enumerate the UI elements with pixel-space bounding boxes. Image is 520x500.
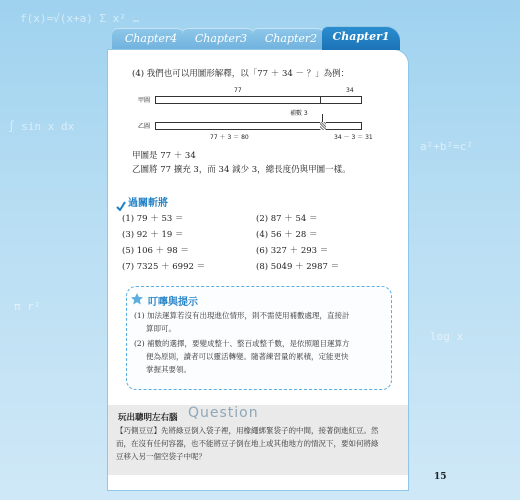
practice-icon: [116, 196, 126, 206]
explanation-line-2: 乙圖將 77 擴充 3，而 34 減少 3，總長度仍與甲圖一樣。: [132, 165, 351, 175]
fill-segment: [320, 122, 326, 130]
fill-note: 補數 3: [290, 110, 308, 117]
tip-line-4: 便為原則，讀者可以靈活轉變。隨著練習量的累積，定能更快: [146, 352, 349, 361]
tip-line-1: (1) 加法運算若沒有出現進位情形，則不需使用補數處理，直接計: [134, 311, 350, 320]
exercise-2: (2) 87 ＋ 54 ＝: [256, 214, 318, 224]
exercise-3: (3) 92 ＋ 19 ＝: [122, 230, 184, 240]
segment-2-label: 34 － 3 ＝ 31: [334, 134, 373, 141]
question-title: 玩出聰明左右腦: [118, 413, 178, 423]
background-decoration: ∫ sin x dx: [8, 120, 75, 133]
exercise-8: (8) 5049 ＋ 2987 ＝: [256, 262, 340, 272]
bar-b: [155, 122, 362, 130]
question-line-3: 豆移入另一個空袋子中呢？: [116, 452, 206, 461]
tab-chapter3[interactable]: Chapter3: [182, 28, 260, 50]
exercise-6: (6) 327 ＋ 293 ＝: [256, 246, 329, 256]
exercise-7: (7) 7325 ＋ 6992 ＝: [122, 262, 206, 272]
background-decoration: a²+b²=c²: [420, 140, 473, 153]
exercise-1: (1) 79 ＋ 53 ＝: [122, 214, 184, 224]
tab-chapter2[interactable]: Chapter2: [252, 28, 330, 50]
explanation-line-1: 甲圖是 77 ＋ 34: [132, 151, 196, 161]
chapter-tabs: [112, 28, 402, 50]
page-number: 15: [434, 472, 447, 482]
tab-chapter1[interactable]: Chapter1: [322, 26, 400, 50]
segment-1-label: 77 ＋ 3 ＝ 80: [210, 134, 249, 141]
background-decoration: log x: [430, 330, 464, 343]
background-decoration: f(x)=√(x+a) Σ x² …: [20, 12, 140, 25]
fill-arrow: [322, 114, 323, 122]
label-77: 77: [234, 87, 242, 94]
exercise-5: (5) 106 ＋ 98 ＝: [122, 246, 189, 256]
tab-chapter4[interactable]: Chapter4: [112, 28, 190, 50]
bar-a-divider: [320, 96, 321, 104]
bar-a: [155, 96, 362, 104]
question-word: Question: [188, 405, 259, 421]
tips-header: 叮嚀與提示: [148, 297, 198, 308]
row-a-label: 甲圖: [138, 97, 151, 104]
tip-line-2: 算即可。: [146, 324, 176, 333]
tip-line-3: (2) 補數的選擇，要變成整十、整百或整千數，是依照題目運算方: [134, 339, 350, 348]
label-34: 34: [346, 87, 354, 94]
practice-header: 過關斬將: [128, 198, 168, 209]
example-intro: (4) 我們也可以用圖形解釋，以「77 ＋ 34 － ？」為例：: [132, 69, 350, 79]
star-icon: [130, 291, 144, 305]
question-line-2: 而，在沒有任何容器，也不能將豆子倒在地上或其他地方的情況下，要如何將綠: [116, 439, 379, 448]
question-line-1: 【巧側豆豆】先將綠豆倒入袋子裡，用橡繩綁緊袋子的中間，接著倒進紅豆。然: [116, 426, 379, 435]
tip-line-5: 掌握其要領。: [146, 365, 191, 374]
row-b-label: 乙圖: [138, 123, 151, 130]
exercise-4: (4) 56 ＋ 28 ＝: [256, 230, 318, 240]
background-decoration: π r²: [14, 300, 41, 313]
